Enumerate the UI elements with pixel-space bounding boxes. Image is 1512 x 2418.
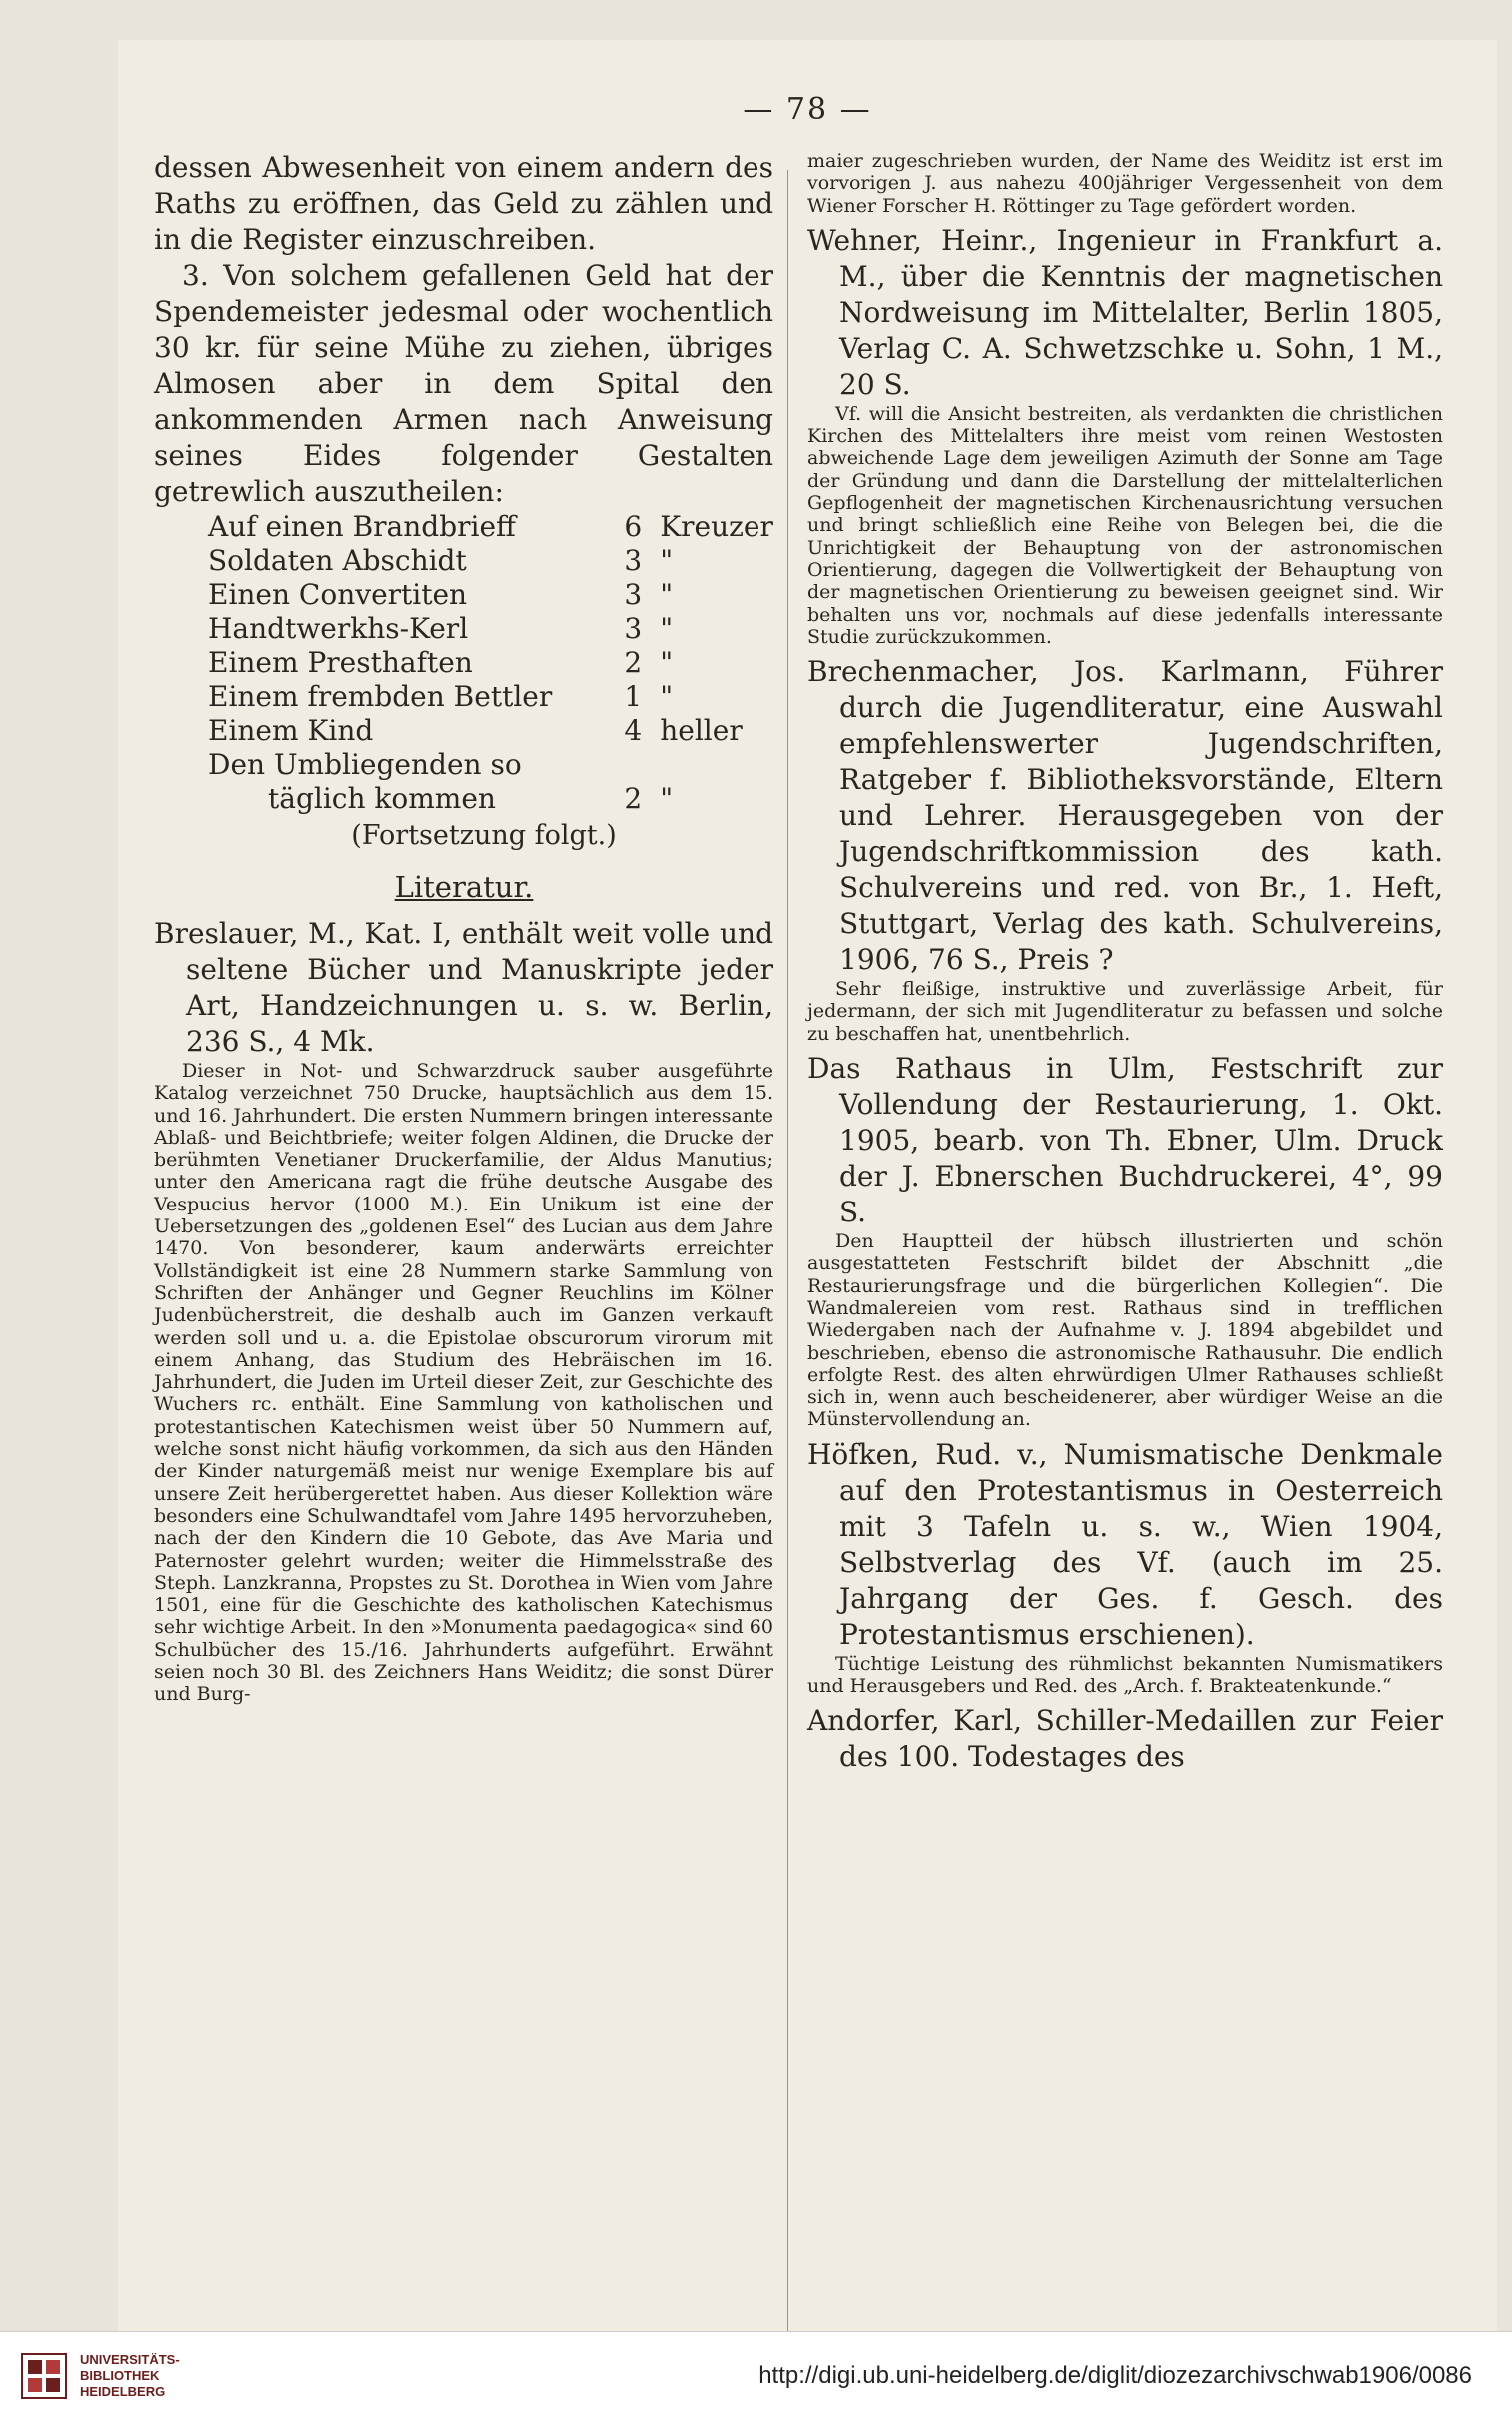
- left-column: [154, 150, 773, 1706]
- column-divider: [787, 170, 788, 2349]
- entry-review: Tüchtige Leistung des rühmlichst bekannten Numismatikers und Herausgebers und Red. des „Arch. f. Brakteatenkunde.“: [807, 1652, 1443, 1698]
- entry-review-continued: maier zugeschrieben wurden, der Name des Weiditz ist erst im vorvorigen J. aus nahezu 400jähriger Vergessenheit von dem Wiener Forscher H. Röttinger zu Tage gefördert worden.: [807, 150, 1443, 217]
- section-heading: Literatur.: [394, 870, 534, 904]
- page-number: — 78 —: [743, 92, 872, 127]
- fee-row: Auf einen Brandbrieff 6 Kreuzer: [208, 510, 773, 543]
- entry-review: Vf. will die Ansicht bestreiten, als verdankten die christlichen Kirchen des Mittelalters ihre meist vom reinen Westosten abweichende Lage dem jeweiligen Azimuth der Sonne am Tage der Gründung und dann die Darstellung der mittelalterlichen Gepflogenheit der magnetischen Kirchenausrichtung versuchen und bringt schließlich eine Reihe von Belegen bei, die die Unrichtigkeit der Behauptung von der astronomischen Orientierung, dagegen die Vollwertigkeit der Behauptung von der magnetischen Orientierung zu beweisen geeignet sind. Wir behalten uns vor, nochmals auf diese jedenfalls interessante Studie zurückzukommen.: [807, 402, 1443, 648]
- entry-review: Dieser in Not- und Schwarzdruck sauber ausgeführte Katalog verzeichnet 750 Drucke, hauptsächlich aus dem 15. und 16. Jahrhundert. Die ersten Nummern bringen interessante Ablaß- und Beichtbriefe; weiter folgen Aldinen, die Drucke der berühmten Venetianer Druckerfamilie, der Aldus Manutius; unter den Americana ragt die frühe deutsche Ausgabe des Vespucius hervor (1000 M.). Ein Unikum ist eine der Uebersetzungen des „goldenen Esel“ des Lucian aus dem Jahre 1470. Von besonderer, kaum anderwärts erreichter Vollständigkeit ist eine 28 Nummern starke Sammlung von Schriften der Anhänger und Gegner Reuchlins im Kölner Judenbücherstreit, die deshalb auch im Ganzen verkauft werden soll und u. a. die Epistolae obscurorum virorum mit einem Anhang, das Studium des Hebräischen im 16. Jahrhundert, die Juden im Urteil dieser Zeit, zur Geschichte des Wuchers rc. enthält. Eine Sammlung von katholischen und protestantischen Katechismen weist über 50 Nummern auf, welche sonst nicht häufig vorkommen, da sich aus den Händen der Kinder naturgemäß meist nur wenige Exemplare bis auf unsere Zeit herübergerettet haben. Aus dieser Kollektion wäre besonders eine Schulwandtafel vom Jahre 1495 hervorzuheben, nach der den Kindern die 10 Gebote, das Ave Maria und Paternoster gelehrt wurden; weiter die Himmelsstraße des Steph. Lanzkranna, Propstes zu St. Dorothea in Wien vom Jahre 1501, eine für die Geschichte des katholischen Katechismus sehr wichtige Arbeit. In den »Monumenta paedagogica« sind 60 Schulbücher des 15./16. Jahrhunderts aufgeführt. Erwähnt seien noch 30 Bl. des Zeichners Hans Weiditz; die sonst Dürer und Burg-: [154, 1060, 773, 1706]
- entry-title: Höfken, Rud. v., Numismatische Denkmale auf den Protestantismus in Oesterreich mit 3 Tafeln u. s. w., Wien 1904, Selbstverlag des Vf. (auch im 25. Jahrgang der Ges. f. Gesch. des Protestantismus erschienen).: [807, 1437, 1443, 1651]
- entry-review: Den Hauptteil der hübsch illustrierten und schön ausgestatteten Festschrift bildet der Abschnitt „die Restaurierungsfrage und die bürgerlichen Kollegien“. Die Wandmalereien vom rest. Rathaus sind in trefflichen Wiedergaben nach der Aufnahme v. J. 1894 abgebildet und beschrieben, ebenso die astronomische Rathausuhr. Die endlich erfolgte Rest. des alten ehrwürdigen Ulmer Rathauses schließt sich in, wenn auch bescheidenerer, aber würdiger Weise an die Münstervollendung an.: [807, 1230, 1443, 1431]
- fee-table: [208, 510, 773, 816]
- entry-title: Brechenmacher, Jos. Karlmann, Führer durch die Jugendliteratur, eine Auswahl empfehlenswerter Jugendschriften, Ratgeber f. Bibliotheksvorstände, Eltern und Lehrer. Herausgegeben von der Jugendschriftkommission des kath. Schulvereins und red. von Br., 1. Heft, Stuttgart, Verlag des kath. Schulvereins, 1906, 76 S., Preis ?: [807, 655, 1443, 977]
- entry-title: Das Rathaus in Ulm, Festschrift zur Vollendung der Restaurierung, 1. Okt. 1905, bearb. von Th. Ebner, Ulm. Druck der J. Ebnerschen Buchdruckerei, 4°, 99 S.: [807, 1052, 1443, 1229]
- fee-row: Einen Convertiten 3 ": [208, 578, 674, 611]
- intro-text: dessen Abwesenheit von einem andern des Raths zu eröffnen, das Geld zu zählen und in die Register einzuschreiben.: [154, 151, 773, 256]
- permalink-url[interactable]: http://digi.ub.uni-heidelberg.de/diglit/diozezarchivschwab1906/0086: [758, 2362, 1472, 2389]
- fee-row: Einem Kind 4 heller: [208, 714, 743, 747]
- university-library-logo-icon: [20, 2352, 68, 2400]
- fee-row: Handtwerkhs-Kerl 3 ": [208, 612, 674, 645]
- continued-note: (Fortsetzung folgt.): [351, 820, 617, 851]
- right-column: [807, 150, 1443, 1775]
- paragraph-3: 3. Von solchem gefallenen Geld hat der Spendemeister jedesmal oder wochentlich 30 kr. für seine Mühe zu ziehen, übriges Almosen aber in dem Spital den ankommenden Armen nach Anweisung seines Eides folgender Gestalten getrewlich auszutheilen:: [154, 259, 773, 508]
- entry-title: Breslauer, M., Kat. I, enthält weit volle und seltene Bücher und Manuskripte jeder Art, Handzeichnungen u. s. w. Berlin, 236 S., 4 Mk.: [154, 917, 773, 1058]
- fee-row: Einem frembden Bettler 1 ": [208, 680, 674, 713]
- fee-row: Soldaten Abschidt 3 ": [208, 544, 674, 577]
- entry-title: Wehner, Heinr., Ingenieur in Frankfurt a. M., über die Kenntnis der magnetischen Nordweisung im Mittelalter, Berlin 1805, Verlag C. A. Schwetzschke u. Sohn, 1 M., 20 S.: [807, 223, 1443, 401]
- fee-row: Einem Presthaften 2 ": [208, 646, 674, 679]
- entry-title: Andorfer, Karl, Schiller-Medaillen zur Feier des 100. Todestages des: [807, 1704, 1443, 1774]
- footer-bar: [0, 2331, 1512, 2418]
- fee-row: Den Umbliegenden so: [208, 748, 522, 781]
- scanned-page: [118, 40, 1497, 2389]
- library-name: UNIVERSITÄTS- BIBLIOTHEK HEIDELBERG: [80, 2352, 180, 2399]
- entry-review: Sehr fleißige, instruktive und zuverlässige Arbeit, für jedermann, der sich mit Jugendliteratur zu befassen und solche zu beschaffen hat, unentbehrlich.: [807, 978, 1443, 1045]
- fee-row: täglich kommen 2 ": [268, 782, 674, 815]
